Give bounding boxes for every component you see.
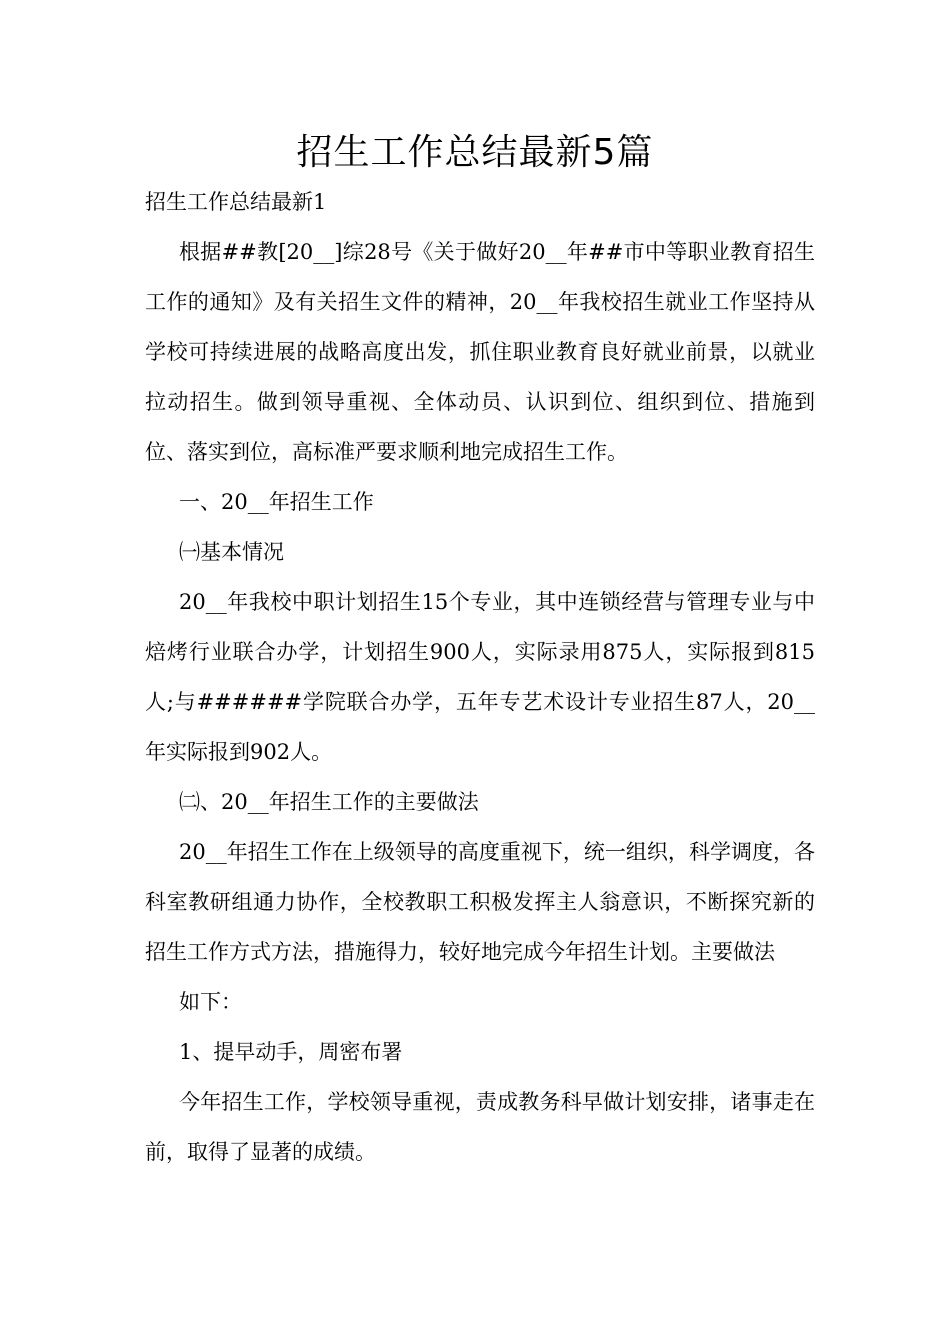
- heading-main-methods: ㈡、20__年招生工作的主要做法: [179, 790, 479, 814]
- paragraph-as-follows: 如下：: [179, 990, 242, 1014]
- section-heading: 招生工作总结最新1: [145, 190, 327, 214]
- paragraph-basic-situation: 20__年我校中职计划招生15个专业，其中连锁经营与管理专业与中焙烤行业联合办学，计划招生900人，实际录用875人，实际报到815人;与######学院联合办学，五年专艺术设计专业招生87人，20__年实际报到902人。: [145, 590, 815, 764]
- document-body: [145, 177, 815, 1177]
- paragraph-intro: 根据##教[20__]综28号《关于做好20__年##市中等职业教育招生工作的通知》及有关招生文件的精神，20__年我校招生就业工作坚持从学校可持续进展的战略高度出发，抓住职业教育良好就业前景，以就业拉动招生。做到领导重视、全体动员、认识到位、组织到位、措施到位、落实到位，高标准严要求顺利地完成招生工作。: [145, 240, 815, 464]
- heading-basic-situation: ㈠基本情况: [179, 540, 284, 564]
- heading-early-start: 1、提早动手，周密布署: [179, 1040, 403, 1064]
- paragraph-early-start: 今年招生工作，学校领导重视，责成教务科早做计划安排，诸事走在前，取得了显著的成绩。: [145, 1090, 815, 1164]
- paragraph-main-methods: 20__年招生工作在上级领导的高度重视下，统一组织，科学调度，各科室教研组通力协作，全校教职工积极发挥主人翁意识，不断探究新的招生工作方式方法，措施得力，较好地完成今年招生计划。主要做法: [145, 840, 815, 964]
- document-title: 招生工作总结最新5篇: [296, 132, 654, 173]
- heading-part-one: 一、20__年招生工作: [179, 490, 374, 514]
